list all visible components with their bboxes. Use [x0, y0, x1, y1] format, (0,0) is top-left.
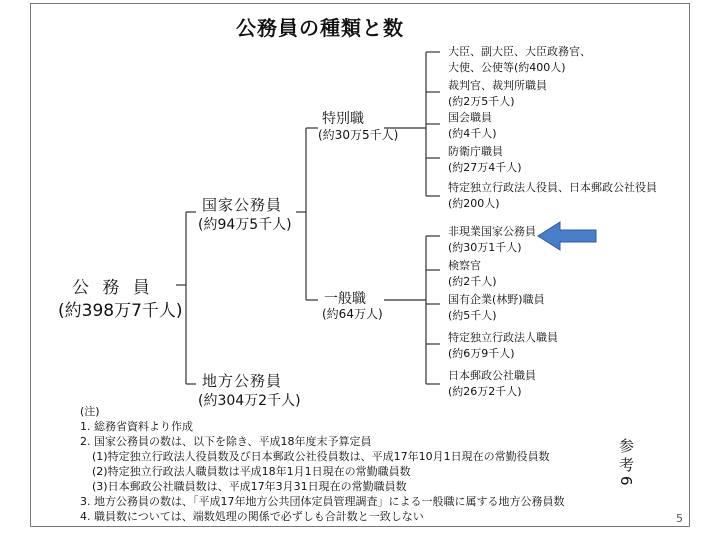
- note-2: 2. 国家公務員の数は、以下を除き、平成18年度末予算定員: [80, 435, 372, 448]
- root-count: (約398万7千人): [58, 301, 183, 321]
- list-item: 日本郵政公社職員 (約26万2千人): [448, 369, 536, 398]
- note-2a: (1)特定独立行政法人役員数及び日本郵政公社役員数は、平成17年10月1日現在の常勤役員数: [92, 450, 550, 463]
- special-label: 特別職: [322, 111, 364, 127]
- list-item: 防衛庁職員 (約27万4千人): [448, 145, 522, 174]
- list-item: 国有企業(林野)職員 (約5千人): [448, 293, 545, 322]
- national-label: 国家公務員: [202, 196, 283, 214]
- list-item: 国会職員 (約4千人): [448, 111, 497, 140]
- page-number: 5: [676, 512, 683, 525]
- national-count: (約94万5千人): [198, 217, 292, 233]
- general-count: (約64万人): [322, 307, 383, 321]
- list-item: 特定独立行政法人職員 (約6万9千人): [448, 331, 558, 360]
- local-count: (約304万2千人): [198, 393, 301, 409]
- note-2b: (2)特定独立行政法人職員数は平成18年1月1日現在の常勤職員数: [92, 465, 411, 478]
- root-label: 公 務 員: [72, 278, 154, 298]
- list-item: 非現業国家公務員 (約30万1千人): [448, 225, 536, 254]
- note-2c: (3)日本郵政公社職員数は、平成17年3月31日現在の常勤職員数: [92, 480, 407, 493]
- list-item: 特定独立行政法人役員、日本郵政公社役員 (約200人): [448, 181, 657, 210]
- highlight-arrow-icon: [538, 222, 596, 250]
- special-count: (約30万5千人): [318, 128, 399, 142]
- notes-header: (注): [80, 405, 100, 418]
- list-item: 裁判官、裁判所職員 (約2万5千人): [448, 79, 547, 108]
- page-title: 公務員の種類と数: [236, 16, 404, 40]
- note-3: 3. 地方公務員の数は、「平成17年地方公共団体定員管理調査」による一般職に属する地方公務員数: [80, 495, 565, 508]
- local-label: 地方公務員: [202, 372, 283, 390]
- note-4: 4. 職員数については、端数処理の関係で必ずしも合計数と一致しない: [80, 510, 424, 523]
- reference-tag: 参考6: [617, 438, 635, 490]
- note-1: 1. 総務省資料より作成: [80, 420, 193, 433]
- general-label: 一般職: [324, 291, 366, 307]
- list-item: 大臣、副大臣、大臣政務官、 大使、公使等(約400人): [448, 45, 591, 74]
- list-item: 検察官 (約2千人): [448, 259, 497, 288]
